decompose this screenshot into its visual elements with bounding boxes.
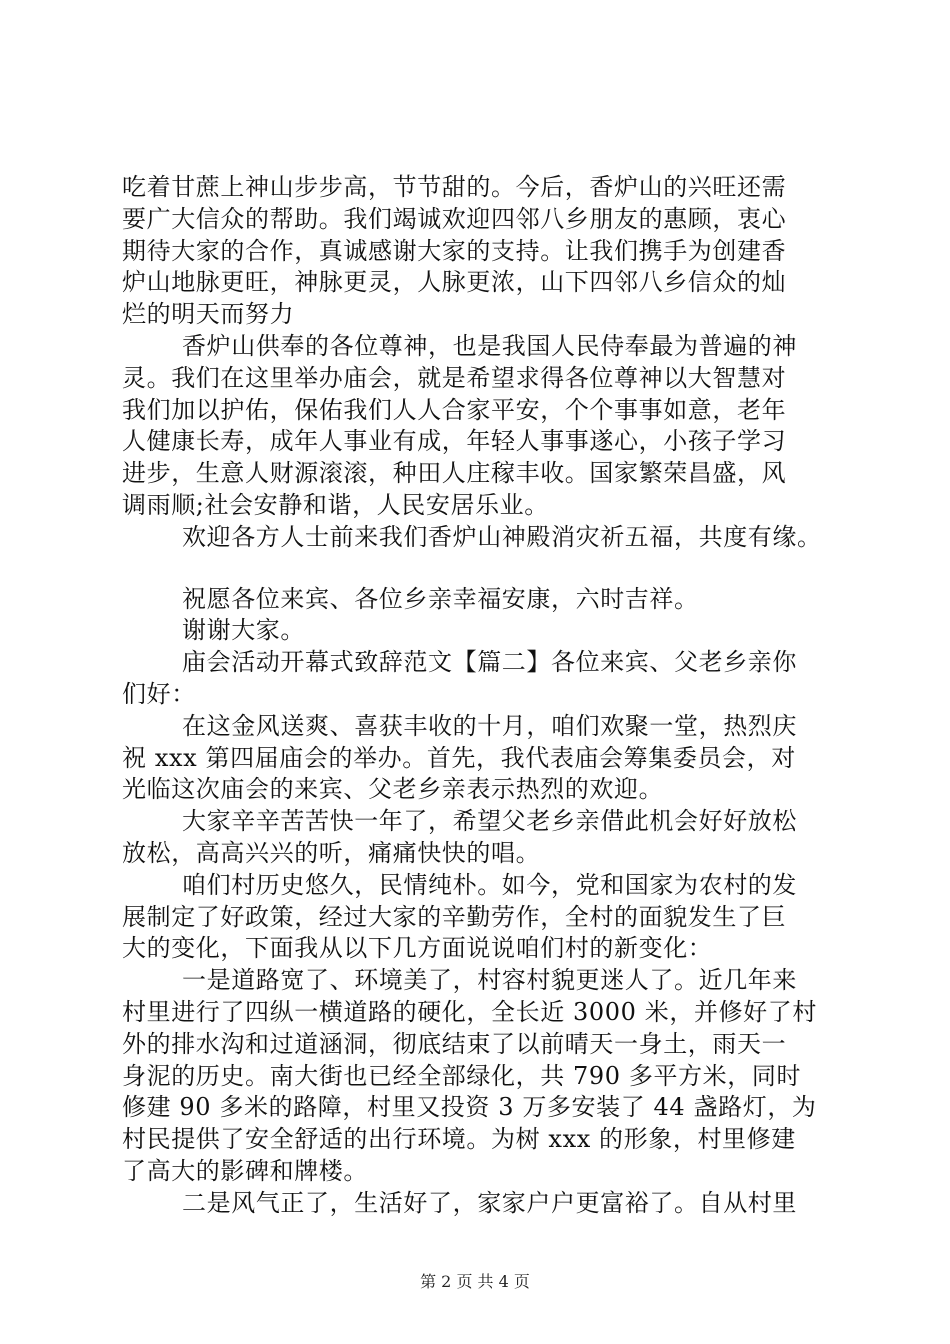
text-line: 要广大信众的帮助。我们竭诚欢迎四邻八乡朋友的惠顾，衷心	[122, 204, 787, 233]
paragraph	[122, 522, 842, 554]
text-line: 进步，生意人财源滚滚，种田人庄稼丰收。国家繁荣昌盛，风	[122, 459, 787, 488]
paragraph	[122, 806, 842, 870]
text-line: 一是道路宽了、环境美了，村容村貌更迷人了。近几年来	[182, 966, 797, 995]
document-body	[122, 172, 842, 1220]
text-line: 外的排水沟和过道涵洞，彻底结束了以前晴天一身土，雨天一	[122, 1029, 787, 1058]
paragraph	[122, 870, 842, 965]
paragraph	[122, 331, 842, 522]
text-line: 们好：	[122, 679, 196, 708]
text-line: 庙会活动开幕式致辞范文【篇二】各位来宾、父老乡亲你	[182, 648, 797, 677]
text-line: 人健康长寿，成年人事业有成，年轻人事事遂心，小孩子学习	[122, 427, 787, 456]
text-line: 炉山地脉更旺，神脉更灵，人脉更浓，山下四邻八乡信众的灿	[122, 268, 787, 297]
text-line: 了高大的影碑和牌楼。	[122, 1156, 368, 1185]
paragraph	[122, 647, 842, 711]
text-line: 二是风气正了，生活好了，家家户户更富裕了。自从村里	[182, 1188, 797, 1217]
text-line: 吃着甘蔗上神山步步高，节节甜的。今后，香炉山的兴旺还需	[122, 173, 787, 201]
paragraph	[122, 615, 842, 647]
text-line: 修建 90 多米的路障，村里又投资 3 万多安装了 44 盏路灯，为	[122, 1093, 817, 1122]
text-line: 祝 xxx 第四届庙会的举办。首先，我代表庙会筹集委员会，对	[122, 743, 796, 772]
text-line: 祝愿各位来宾、各位乡亲幸福安康，六时吉祥。	[182, 584, 699, 613]
text-line: 灵。我们在这里举办庙会，就是希望求得各位尊神以大智慧对	[122, 363, 787, 392]
paragraph	[122, 711, 842, 806]
text-line: 村民提供了安全舒适的出行环境。为树 xxx 的形象，村里修建	[122, 1125, 796, 1154]
paragraph	[122, 584, 842, 616]
text-line: 烂的明天而努力	[122, 300, 295, 329]
text-line: 大的变化，下面我从以下几方面说说咱们村的新变化：	[122, 934, 713, 963]
paragraph	[122, 1188, 842, 1220]
paragraph	[122, 172, 842, 331]
text-line: 村里进行了四纵一横道路的硬化，全长近 3000 米，并修好了村	[122, 997, 817, 1026]
text-line: 在这金风送爽、喜获丰收的十月，咱们欢聚一堂，热烈庆	[182, 711, 797, 740]
text-line: 期待大家的合作，真诚感谢大家的支持。让我们携手为创建香	[122, 236, 787, 265]
text-line: 谢谢大家。	[182, 616, 305, 645]
text-line: 欢迎各方人士前来我们香炉山神殿消灾祈五福，共度有缘。	[182, 522, 822, 551]
text-line: 咱们村历史悠久，民情纯朴。如今，党和国家为农村的发	[182, 870, 797, 899]
text-line: 展制定了好政策，经过大家的辛勤劳作，全村的面貌发生了巨	[122, 902, 787, 931]
text-line: 我们加以护佑，保佑我们人人合家平安，个个事事如意，老年	[122, 395, 787, 424]
text-line: 放松，高高兴兴的听，痛痛快快的唱。	[122, 838, 541, 867]
text-line: 香炉山供奉的各位尊神，也是我国人民侍奉最为普遍的神	[182, 331, 797, 360]
text-line: 光临这次庙会的来宾、父老乡亲表示热烈的欢迎。	[122, 775, 664, 804]
paragraph-gap	[122, 554, 842, 584]
text-line: 大家辛辛苦苦快一年了，希望父老乡亲借此机会好好放松	[182, 807, 797, 836]
paragraph	[122, 965, 842, 1188]
text-line: 身泥的历史。南大街也已经全部绿化，共 790 多平方米，同时	[122, 1061, 802, 1090]
text-line: 调雨顺;社会安静和谐，人民安居乐业。	[122, 490, 549, 519]
page-number-footer: 第 2 页 共 4 页	[420, 1272, 530, 1291]
